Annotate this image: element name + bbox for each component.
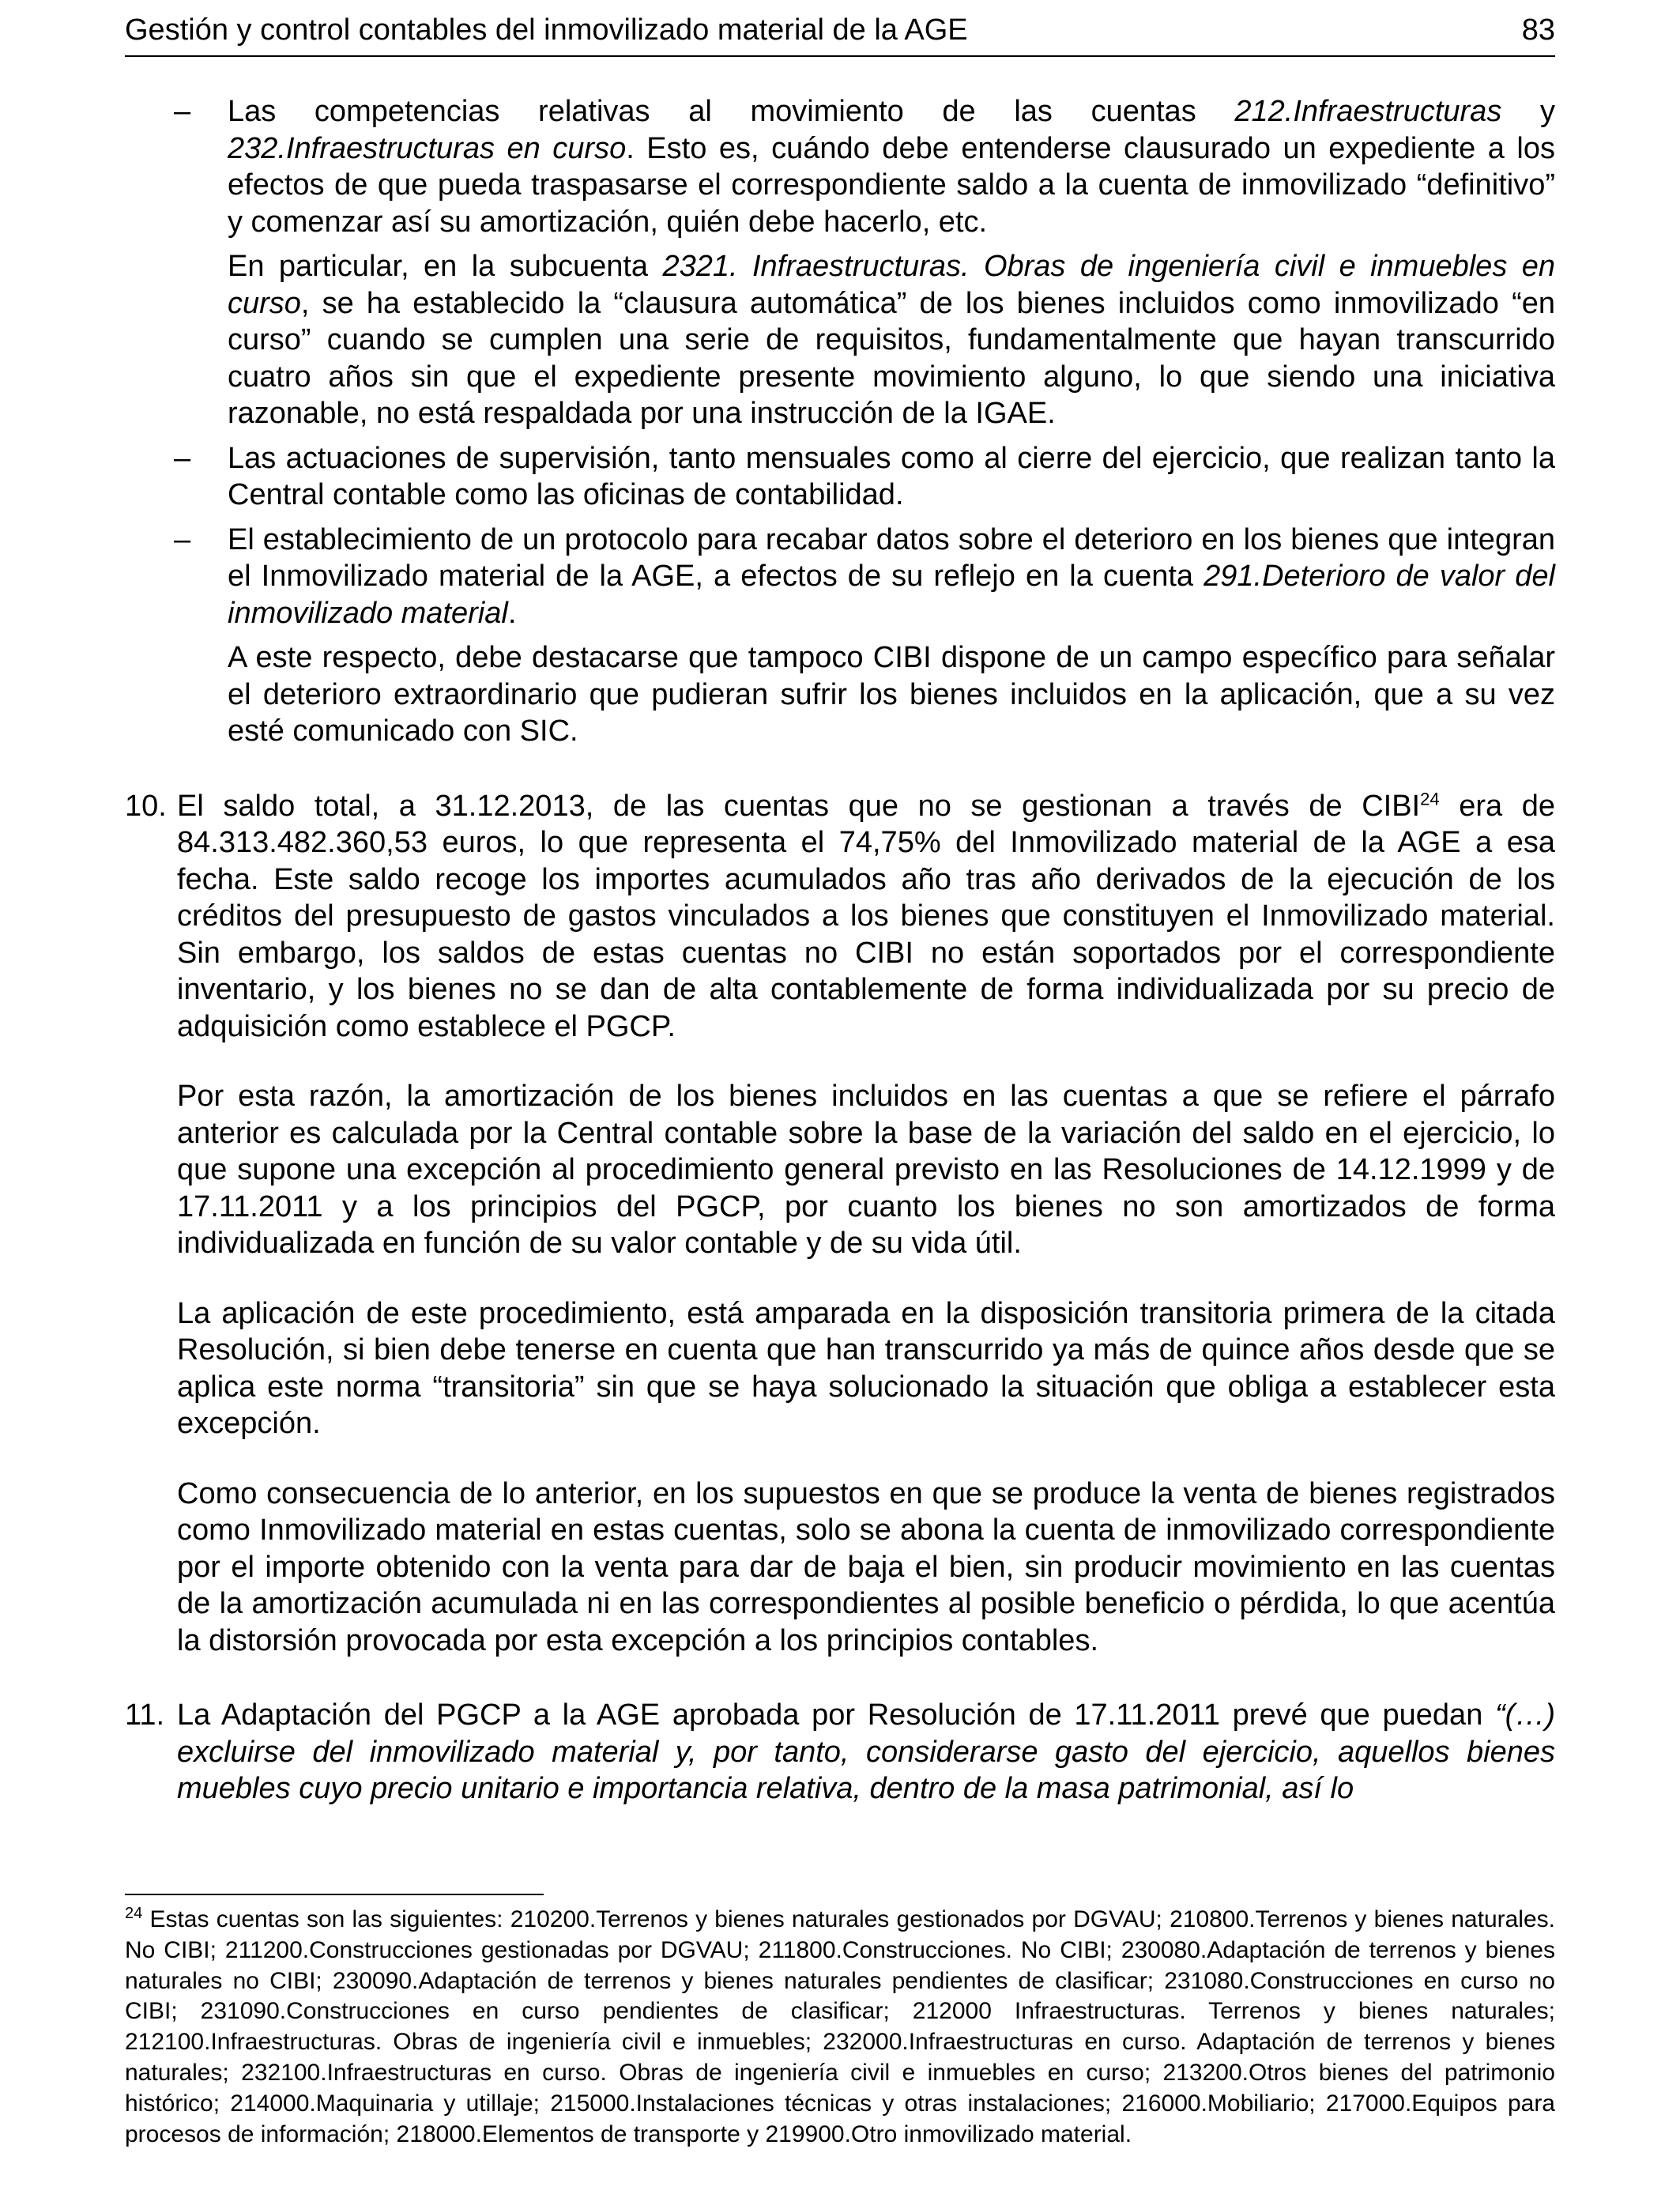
bullet-item-supervision [125,440,1555,514]
italic-account-name: 212.Infraestructuras [1234,95,1502,128]
dash-marker: – [174,441,191,475]
item-number: 11. [125,1698,165,1732]
paragraph-transitory-provision [125,1295,1555,1442]
text-run: . [507,596,517,630]
italic-quotation: “(…) excluirse del inmovilizado material y, por tanto, considerarse gasto del ejercicio, aquellos bienes muebles cuyo precio unitario e importancia relativa, dentro de la masa patrimonial, así lo [177,1698,1555,1805]
text-run: El saldo total, a 31.12.2013, de las cuentas que no se gestionan a través de CIBI [177,789,1421,823]
text-run: En particular, en la subcuenta [228,250,663,283]
italic-account-name: 232.Infraestructuras en curso [228,131,627,165]
text-run: era de 84.313.482.360,53 euros, lo que representa el 74,75% del Inmovilizado material de la AGE a esa fecha. Este saldo recoge los importes acumulados año tras año derivados de la ejecución de los créditos del presupuesto de gastos vinculados a los bienes que constituyen el Inmovilizado material. Sin embargo, los saldos de estas cuentas no CIBI no están soportados por el correspondiente inventario, y los bienes no se dan de alta contablemente de forma individualizada por su precio de adquisición como establece el PGCP. [177,789,1555,1043]
footnote-separator [125,1894,544,1895]
footnote-24 [125,1905,1555,2150]
text-run: El establecimiento de un protocolo para recabar datos sobre el deterioro en los bienes que integran el Inmovilizado material de la AGE, a efectos de su reflejo en la cuenta [228,522,1555,593]
paragraph-sale-consequence [125,1476,1555,1660]
bullet-item-deterioration-protocol [125,522,1555,632]
numbered-item-11 [125,1697,1555,1808]
bullet-continuation-subaccount [125,248,1555,432]
text-run: Las actuaciones de supervisión, tanto mensuales como al cierre del ejercicio, que realizan tanto la Central contable como las oficinas de contabilidad. [228,441,1555,511]
footnote-reference: 24 [1420,788,1440,809]
text-run: La aplicación de este procedimiento, está amparada en la disposición transitoria primera de la citada Resolución, si bien debe tenerse en cuenta que han transcurrido ya más de quince años desde que se aplica este norma “transitoria” sin que se haya solucionado la situación que obliga a establecer esta excepción. [177,1296,1555,1440]
italic-account-name: 2321. Infraestructuras. Obras de ingeniería civil e inmuebles en curso [228,250,1555,320]
item-number: 10. [125,789,167,823]
italic-account-name: 291.Deterioro de valor del inmovilizado material [228,560,1555,630]
running-title: Gestión y control contables del inmovilizado material de la AGE [125,13,968,47]
bullet-continuation-cibi [125,639,1555,750]
dash-marker: – [174,95,191,128]
paragraph-amortization [125,1078,1555,1262]
text-run: Por esta razón, la amortización de los bienes incluidos en las cuentas a que se refiere el párrafo anterior es calculada por la Central contable sobre la base de la variación del saldo en el ejercicio, lo que supone una excepción al procedimiento general previsto en las Resoluciones de 14.12.1999 y de 17.11.2011 y a los principios del PGCP, por cuanto los bienes no son amortizados de forma individualizada en función de su valor contable y de su vida útil. [177,1080,1555,1260]
footnote-text: Estas cuentas son las siguientes: 210200.Terrenos y bienes naturales gestionados por DGVAU; 210800.Terrenos y bienes naturales. No CIBI; 211200.Construcciones gestionadas por DGVAU; 211800.Construcciones. No CIBI; 230080.Adaptación de terrenos y bienes naturales no CIBI; 230090.Adaptación de terrenos y bienes naturales pendientes de clasificar; 231080.Construcciones en curso no CIBI; 231090.Construcciones en curso pendientes de clasificar; 212000 Infraestructuras. Terrenos y bienes naturales; 212100.Infraestructuras. Obras de ingeniería civil e inmuebles; 232000.Infraestructuras en curso. Adaptación de terrenos y bienes naturales; 232100.Infraestructuras en curso. Obras de ingeniería civil e inmuebles en curso; 213200.Otros bienes del patrimonio histórico; 214000.Maquinaria y utillaje; 215000.Instalaciones técnicas y otras instalaciones; 216000.Mobiliario; 217000.Equipos para procesos de información; 218000.Elementos de transporte y 219900.Otro inmovilizado material. [125,1906,1555,2147]
dash-marker: – [174,522,191,556]
main-content [125,93,1555,1808]
text-run: , se ha establecido la “clausura automática” de los bienes incluidos como inmovilizado “en curso” cuando se cumplen una serie de requisitos, fundamentalmente que hayan transcurrido cuatro años sin que el expediente presente movimiento alguno, lo que siendo una iniciativa razonable, no está respaldada por una instrucción de la IGAE. [228,286,1555,430]
text-run: . Esto es, cuándo debe entenderse clausurado un expediente a los efectos de que pueda traspasarse el correspondiente saldo a la cuenta de inmovilizado “definitivo” y comenzar así su amortización, quién debe hacerlo, etc. [228,131,1555,239]
text-run: y [1501,95,1555,128]
page-number: 83 [1521,13,1555,47]
page-header [125,8,1555,57]
bullet-item-accounts-movement [125,93,1555,240]
text-run: A este respecto, debe destacarse que tampoco CIBI dispone de un campo específico para señalar el deterioro extraordinario que pudieran sufrir los bienes incluidos en la aplicación, que a su vez esté comunicado con SIC. [228,641,1555,748]
footnote-number: 24 [125,1905,143,1922]
numbered-item-10 [125,788,1555,1046]
text-run: La Adaptación del PGCP a la AGE aprobada por Resolución de 17.11.2011 prevé que puedan [177,1698,1496,1732]
text-run: Las competencias relativas al movimiento de las cuentas [228,95,1235,128]
text-run: Como consecuencia de lo anterior, en los supuestos en que se produce la venta de bienes registrados como Inmovilizado material en estas cuentas, solo se abona la cuenta de inmovilizado correspondiente por el importe obtenido con la venta para dar de baja el bien, sin producir movimiento en las cuentas de la amortización acumulada ni en las correspondientes al posible beneficio o pérdida, lo que acentúa la distorsión provocada por esta excepción a los principios contables. [177,1476,1555,1657]
